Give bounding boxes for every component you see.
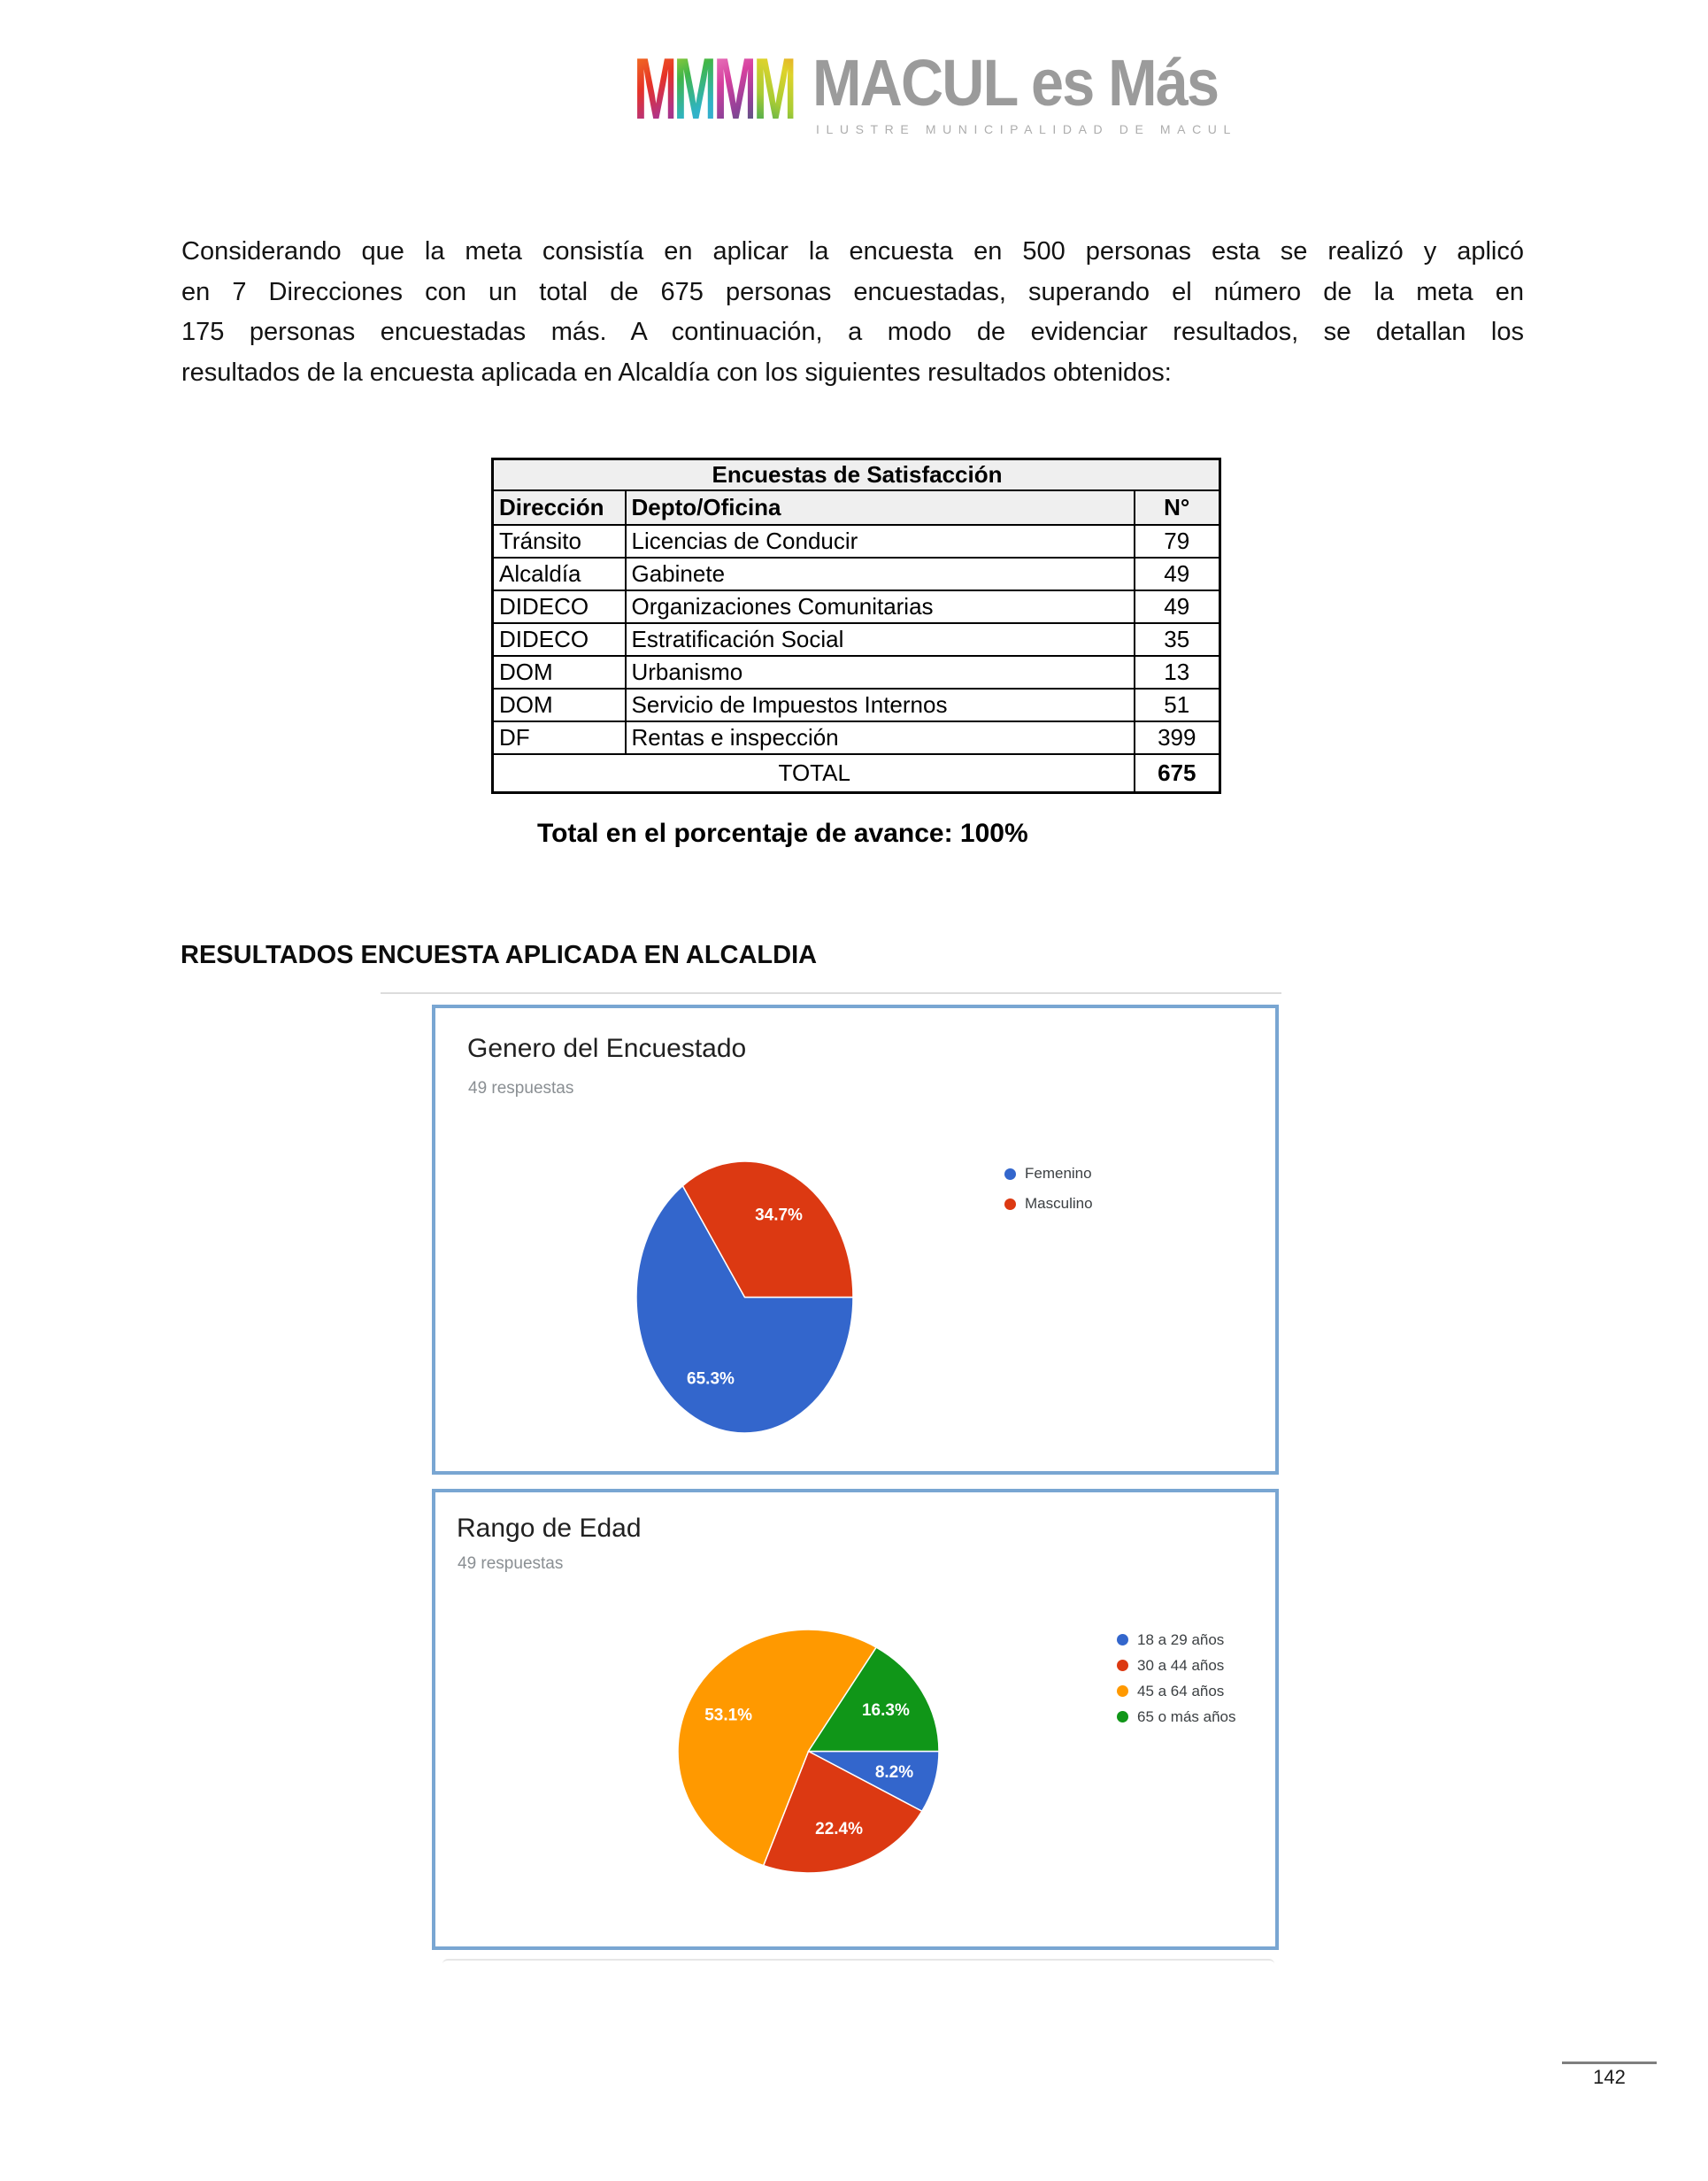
table-title: Encuestas de Satisfacción — [493, 459, 1220, 491]
legend-label: 45 a 64 años — [1137, 1682, 1225, 1699]
table-row — [493, 558, 1220, 590]
legend-item — [1117, 1704, 1236, 1730]
table-cell: 49 — [1135, 558, 1220, 590]
table-cell: 51 — [1135, 689, 1220, 721]
paragraph-line: Considerando que la meta consistía en aplicar la encuesta en 500 personas esta se realizó y aplicó — [181, 237, 1524, 266]
table-cell: Urbanismo — [626, 656, 1135, 689]
satisfaction-table — [491, 458, 1221, 794]
table-row — [493, 525, 1220, 558]
logo-wordmark: MACUL es Más — [812, 46, 1219, 119]
table-cell: DIDECO — [493, 590, 626, 623]
chart-subtitle: 49 respuestas — [458, 1554, 564, 1573]
slice-percentage-label: 65.3% — [687, 1369, 735, 1389]
next-card-sliver — [442, 1959, 1274, 1969]
slice-percentage-label: 22.4% — [815, 1819, 864, 1838]
table-body — [493, 525, 1220, 754]
chart-legend — [1004, 1159, 1093, 1219]
legend-label: 30 a 44 años — [1137, 1656, 1225, 1674]
legend-color-dot-icon — [1117, 1685, 1128, 1697]
slice-percentage-label: 34.7% — [755, 1206, 803, 1225]
table-title-row — [493, 459, 1220, 491]
paragraph-line: resultados de la encuesta aplicada en Alcaldía con los siguientes resultados obtenidos: — [181, 358, 1172, 387]
table-cell: 399 — [1135, 721, 1220, 754]
screenshot-edge-line — [381, 992, 1281, 994]
table-cell: Alcaldía — [493, 558, 626, 590]
section-heading: RESULTADOS ENCUESTA APLICADA EN ALCALDIA — [181, 941, 818, 969]
logo-m4-icon: M — [753, 40, 794, 137]
pie-svg — [677, 1629, 940, 1874]
pie-svg — [635, 1160, 854, 1434]
legend-label: Femenino — [1025, 1165, 1092, 1182]
table-header-row — [493, 490, 1220, 525]
table-row — [493, 623, 1220, 656]
table-cell: DIDECO — [493, 623, 626, 656]
table-cell: DOM — [493, 656, 626, 689]
total-value: 675 — [1135, 754, 1220, 793]
logo-tagline: ILUSTRE MUNICIPALIDAD DE MACUL — [816, 122, 1237, 136]
legend-color-dot-icon — [1004, 1168, 1016, 1180]
column-header-depto: Depto/Oficina — [626, 490, 1135, 525]
logo-m1-icon: M — [634, 40, 674, 137]
table-cell: Gabinete — [626, 558, 1135, 590]
table-cell: Licencias de Conducir — [626, 525, 1135, 558]
page-number: 142 — [1593, 2066, 1626, 2088]
legend-item — [1004, 1159, 1093, 1189]
pie-chart-genero — [635, 1160, 854, 1434]
table-total-row — [493, 754, 1220, 793]
logo-m2-icon: M — [673, 40, 714, 137]
slice-percentage-label: 53.1% — [704, 1706, 753, 1725]
chart-card-rango-edad — [432, 1489, 1279, 1950]
chart-legend — [1117, 1627, 1236, 1730]
pie-chart-rango-edad — [677, 1629, 940, 1874]
legend-color-dot-icon — [1004, 1198, 1016, 1210]
table-cell: 35 — [1135, 623, 1220, 656]
table-cell: 79 — [1135, 525, 1220, 558]
table-row — [493, 656, 1220, 689]
legend-color-dot-icon — [1117, 1634, 1128, 1645]
macul-logo-m-letters — [634, 40, 794, 137]
total-label: TOTAL — [493, 754, 1135, 793]
table-cell: DF — [493, 721, 626, 754]
chart-title: Rango de Edad — [457, 1514, 642, 1543]
logo-m3-icon: M — [713, 40, 754, 137]
chart-subtitle: 49 respuestas — [468, 1079, 574, 1098]
footer-rule — [1562, 2062, 1657, 2064]
table-cell: DOM — [493, 689, 626, 721]
legend-item — [1117, 1627, 1236, 1653]
legend-label: 65 o más años — [1137, 1707, 1236, 1725]
table-cell: 49 — [1135, 590, 1220, 623]
slice-percentage-label: 16.3% — [861, 1701, 910, 1721]
table-row — [493, 590, 1220, 623]
table-row — [493, 689, 1220, 721]
table-cell: Rentas e inspección — [626, 721, 1135, 754]
legend-color-dot-icon — [1117, 1711, 1128, 1722]
legend-label: Masculino — [1025, 1195, 1093, 1212]
slice-percentage-label: 8.2% — [874, 1762, 914, 1782]
legend-item — [1117, 1653, 1236, 1678]
column-header-n: N° — [1135, 490, 1220, 525]
column-header-direccion: Dirección — [493, 490, 626, 525]
table-cell: Organizaciones Comunitarias — [626, 590, 1135, 623]
legend-color-dot-icon — [1117, 1660, 1128, 1671]
table-cell: Tránsito — [493, 525, 626, 558]
legend-item — [1117, 1678, 1236, 1704]
intro-paragraph — [181, 232, 1524, 393]
legend-item — [1004, 1189, 1093, 1219]
paragraph-line: 175 personas encuestadas más. A continuación, a modo de evidenciar resultados, se detallan los — [181, 318, 1524, 346]
legend-label: 18 a 29 años — [1137, 1630, 1225, 1648]
table-cell: Servicio de Impuestos Internos — [626, 689, 1135, 721]
chart-title: Genero del Encuestado — [467, 1034, 747, 1063]
table-cell: 13 — [1135, 656, 1220, 689]
paragraph-line: en 7 Direcciones con un total de 675 personas encuestadas, superando el número de la meta en — [181, 277, 1524, 306]
table-cell: Estratificación Social — [626, 623, 1135, 656]
chart-card-genero — [432, 1005, 1279, 1475]
table-row — [493, 721, 1220, 754]
avance-total-line: Total en el porcentaje de avance: 100% — [537, 819, 1028, 848]
